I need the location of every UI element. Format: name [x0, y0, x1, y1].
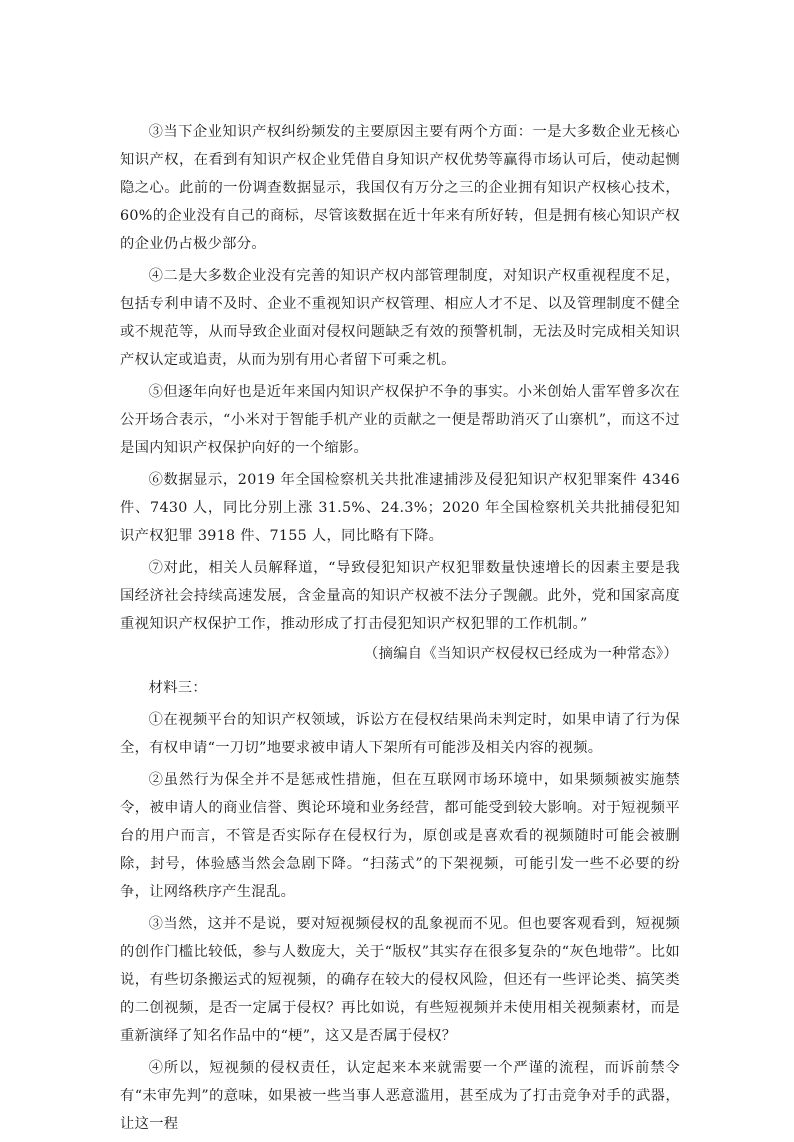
document-page: [120, 118, 680, 1142]
paragraph-m3-2: ②虽然行为保全并不是惩戒性措施，但在互联网市场环境中，如果频频被实施禁令，被申请人的商业信誉、舆论环境和业务经营，都可能受到较大影响。对于短视频平台的用户而言，不管是否实际存在侵权行为，原创或是喜欢看的视频随时可能会被删除，封号，体验感当然会急剧下降。“扫荡式”的下架视频，可能引发一些不必要的纷争，让网络秩序产生混乱。: [120, 772, 680, 900]
paragraph-7-explanation: ⑦对此，相关人员解释道，“导致侵犯知识产权犯罪数量快速增长的因素主要是我国经济社会持续高速发展，含金量高的知识产权被不法分子觊觎。此外，党和国家高度重视知识产权保护工作，推动形成了打击侵犯知识产权犯罪的工作机制。”: [120, 560, 680, 632]
material-3-heading: 材料三：: [148, 680, 207, 696]
paragraph-m3-4: ④所以，短视频的侵权责任，认定起来本来就需要一个严谨的流程，而诉前禁令有“未审先判”的意味，如果被一些当事人恶意滥用，甚至成为了打击竞争对手的武器，让这一程: [120, 1060, 680, 1132]
paragraph-m3-1: ①在视频平台的知识产权领域，诉讼方在侵权结果尚未判定时，如果申请了行为保全，有权申请“一刀切”地要求被申请人下架所有可能涉及相关内容的视频。: [120, 712, 680, 756]
paragraph-m3-3: ③当然，这并不是说，要对短视频侵权的乱象视而不见。但也要客观看到，短视频的创作门槛比较低，参与人数庞大，关于“版权”其实存在很多复杂的“灰色地带”。比如说，有些切条搬运式的短视频，的确存在较大的侵权风险，但还有一些评论类、搞笑类的二创视频，是否一定属于侵权？再比如说，有些短视频并未使用相关视频素材，而是重新演绎了知名作品中的“梗”，这又是否属于侵权？: [120, 916, 680, 1044]
paragraph-5-xiaomi: ⑤但逐年向好也是近年来国内知识产权保护不争的事实。小米创始人雷军曾多次在公开场合表示，“小米对于智能手机产业的贡献之一便是帮助消灭了山寨机”，而这不过是国内知识产权保护向好的一个缩影。: [120, 384, 680, 456]
source-citation: （摘编自《当知识产权侵权已经成为一种常态》）: [364, 646, 678, 662]
paragraph-3-reasons: ③当下企业知识产权纠纷频发的主要原因主要有两个方面：一是大多数企业无核心知识产权，在看到有知识产权企业凭借自身知识产权优势等赢得市场认可后，使动起恻隐之心。此前的一份调查数据显示，我国仅有万分之三的企业拥有知识产权核心技术，60%的企业没有自己的商标，尽管该数据在近十年来有所好转，但是拥有核心知识产权的企业仍占极少部分。: [120, 124, 680, 252]
paragraph-6-statistics: ⑥数据显示，2019 年全国检察机关共批准逮捕涉及侵犯知识产权犯罪案件 4346 件、7430 人，同比分别上涨 31.5%、24.3%；2020 年全国检察机关共批捕侵犯知识产权犯罪 3918 件、7155 人，同比略有下降。: [120, 472, 680, 544]
paragraph-4-management: ④二是大多数企业没有完善的知识产权内部管理制度，对知识产权重视程度不足，包括专利申请不及时、企业不重视知识产权管理、相应人才不足、以及管理制度不健全或不规范等，从而导致企业面对侵权问题缺乏有效的预警机制，无法及时完成相关知识产权认定或追责，从而为别有用心者留下可乘之机。: [120, 268, 680, 368]
